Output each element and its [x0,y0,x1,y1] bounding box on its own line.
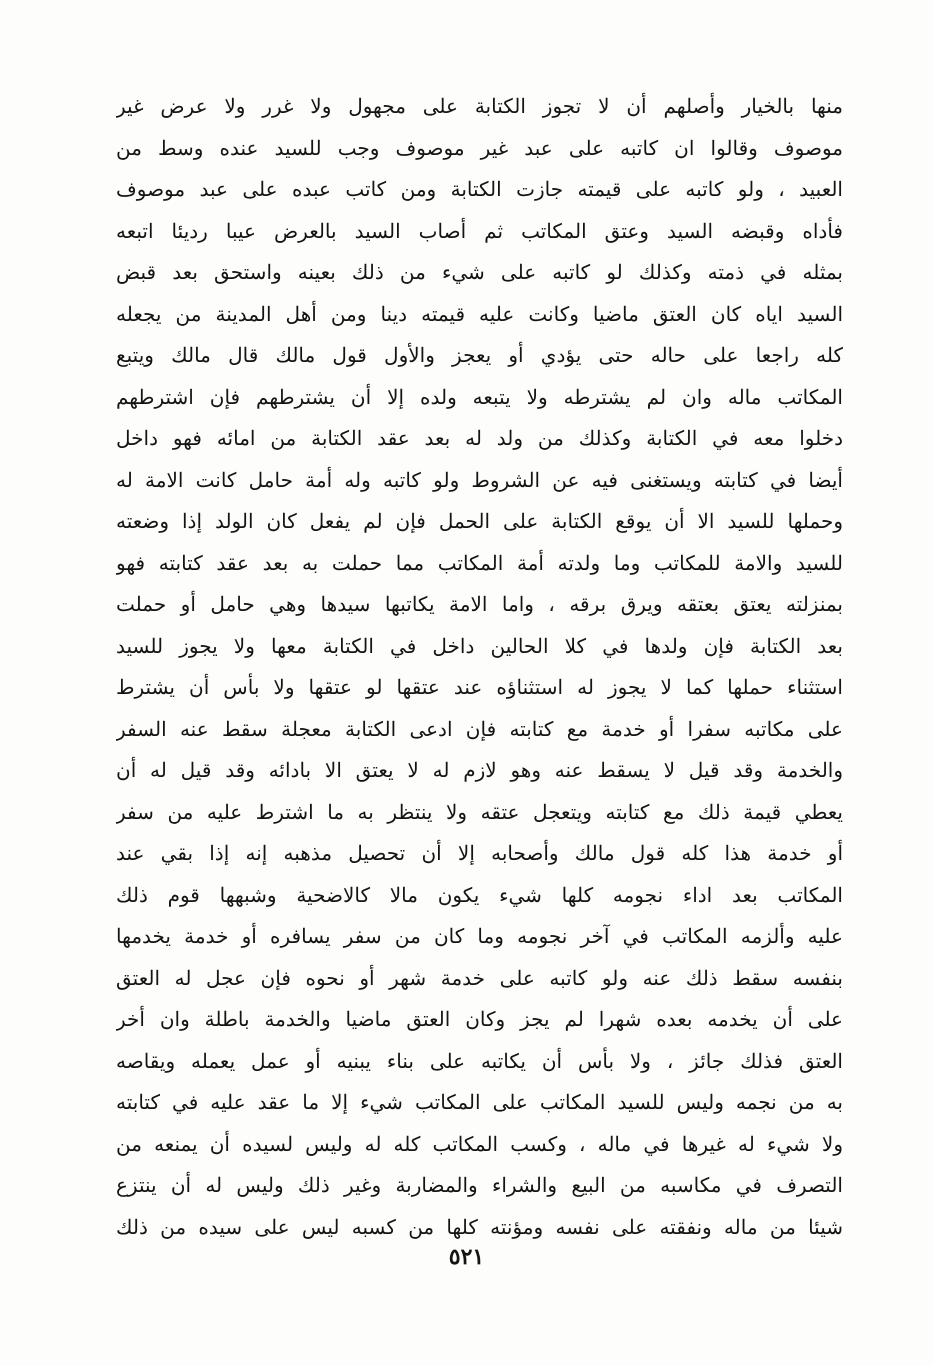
body-text [116,86,843,1248]
text-line: بمثله في ذمته وكذلك لو كاتبه على شيء من ذلك بعينه واستحق بعد قبض [116,260,843,284]
text-line: بعد الكتابة فإن ولدها في كلا الحالين داخل في الكتابة معها ولا يجوز للسيد [116,633,843,658]
text-line: منها بالخيار وأصلهم أن لا تجوز الكتابة على مجهول ولا غرر ولا عرض غير [116,94,843,118]
text-line: أو خدمة هذا كله قول مالك وأصحابه إلا أن تحصيل مذهبه إنه إذا بقي عند [116,841,843,865]
text-line: ولا شيء له غيرها في ماله ، وكسب المكاتب كله له وليس لسيده أن يمنعه من [116,1131,843,1156]
text-line: استثناء حملها كما لا يجوز له استثناؤه عند عتقها لو عتقها ولا بأس أن يشترط [116,675,843,699]
text-line: على مكاتبه سفرا أو خدمة مع كتابته فإن ادعى الكتابة معجلة سقط عنه السفر [116,716,843,741]
text-line: موصوف وقالوا ان كاتبه على عبد غير موصوف وجب للسيد عنده وسط من [116,135,843,160]
text-line: للسيد والامة للمكاتب وما ولدته أمة المكاتب مما حملت به بعد عقد كتابته فهو [116,550,843,575]
text-line: شيئا من ماله ونفقته على نفسه ومؤنته كلها من كسبه ليس على سيده من ذلك [116,1214,843,1239]
text-line: فأداه وقبضه السيد وعتق المكاتب ثم أصاب السيد بالعرض عيبا رديئا اتبعه [116,218,843,243]
text-line: المكاتب بعد اداء نجومه كلها شيء يكون مالا كالاضحية وشبهها قوم ذلك [116,882,843,907]
text-line: السيد اياه كان العتق ماضيا وكانت عليه قيمته دينا ومن أهل المدينة من يجعله [116,301,843,326]
text-line: يعطي قيمة ذلك مع كتابته ويتعجل عتقه ولا ينتظر به ما اشترط عليه من سفر [116,799,843,824]
text-line: وحملها للسيد الا أن يوقع الكتابة على الحمل فإن لم يفعل كان الولد إذا وضعته [116,509,843,533]
text-line: أيضا في كتابته ويستغنى فيه عن الشروط ولو كاتبه وله أمة حامل كانت الامة له [116,467,843,492]
page-number: ٥٢١ [448,1244,485,1270]
text-line: كله راجعا على حاله حتى يؤدي أو يعجز والأول قول مالك قال مالك ويتبع [116,343,843,367]
text-line: العتق فذلك جائز ، ولا بأس أن يكاتبه على بناء يبنيه أو عمل يعمله ويقاصه [116,1048,843,1073]
text-line: التصرف في مكاسبه من البيع والشراء والمضاربة وغير ذلك وليس له أن ينتزع [116,1173,843,1197]
text-line: به من نجمه وليس للسيد المكاتب على المكاتب شيء إلا ما عقد عليه في كتابته [116,1090,843,1114]
text-line: على أن يخدمه بعده شهرا لم يجز وكان العتق ماضيا والخدمة باطلة وان أخر [116,1007,843,1031]
text-line: المكاتب ماله وان لم يشترطه ولا يتبعه ولده إلا أن يشترطهم فإن اشترطهم [116,384,843,409]
text-line: دخلوا معه في الكتابة وكذلك من ولد له بعد عقد الكتابة من امائه فهو داخل [116,426,843,450]
text-line: والخدمة وقد قيل لا يسقط عنه وهو لازم له لا يعتق الا بادائه وقد قيل له أن [116,758,843,782]
text-line: العبيد ، ولو كاتبه على قيمته جازت الكتابة ومن كاتب عبده على عبد موصوف [116,177,843,201]
text-line: بمنزلته يعتق بعتقه ويرق برقه ، واما الامة يكاتبها سيدها وهي حامل أو حملت [116,592,843,616]
text-line: بنفسه سقط ذلك عنه ولو كاتبه على خدمة شهر أو نحوه فإن عجل له العتق [116,965,843,990]
text-line: عليه وألزمه المكاتب في آخر نجومه وما كان من سفر يسافره أو خدمة يخدمها [116,924,843,948]
